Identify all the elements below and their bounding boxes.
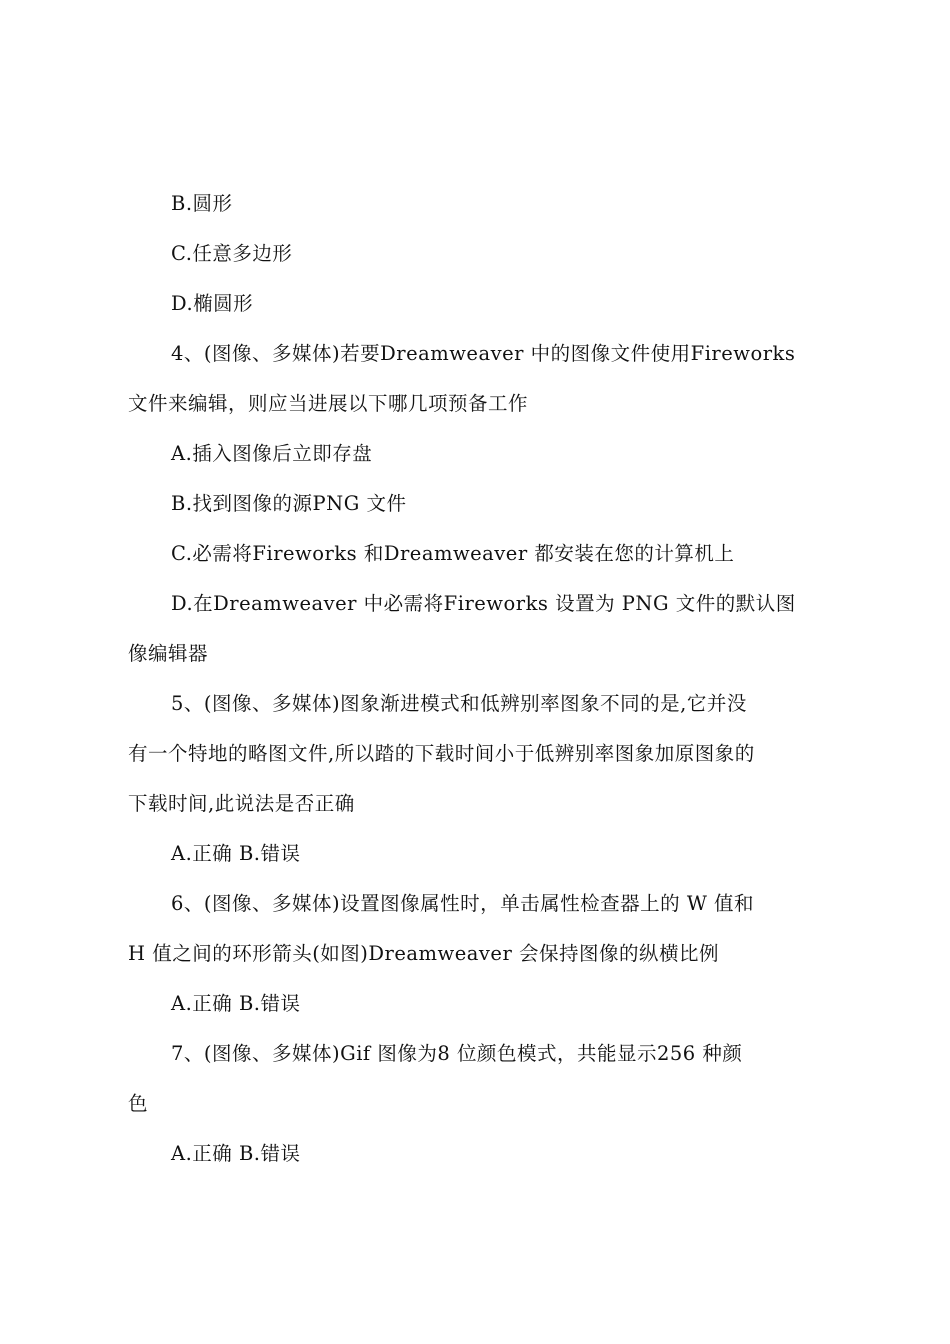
question-line: 5、(图像、多媒体)图象渐进模式和低辨别率图象不同的是,它并没: [171, 692, 747, 715]
option-line: A.正确 B.错误: [171, 992, 301, 1015]
question-line: 7、(图像、多媒体)Gif 图像为8 位颜色模式，共能显示256 种颜: [171, 1042, 743, 1065]
question-line: H 值之间的环形箭头(如图)Dreamweaver 会保持图像的纵横比例: [128, 942, 719, 965]
question-line: 文件来编辑，则应当进展以下哪几项预备工作: [128, 392, 529, 415]
document-body: [128, 179, 832, 1179]
question-line: 6、(图像、多媒体)设置图像属性时，单击属性检查器上的 W 值和: [171, 892, 755, 915]
option-line: D.在Dreamweaver 中必需将Fireworks 设置为 PNG 文件的默认图: [171, 592, 796, 615]
question-line: 4、(图像、多媒体)若要Dreamweaver 中的图像文件使用Fireworks: [171, 342, 796, 365]
question-line: 色: [128, 1092, 149, 1115]
option-line: B.找到图像的源PNG 文件: [171, 492, 407, 515]
option-line: C.必需将Fireworks 和Dreamweaver 都安装在您的计算机上: [171, 542, 735, 565]
option-line: B.圆形: [171, 192, 233, 215]
option-line: A.正确 B.错误: [171, 1142, 301, 1165]
option-line: D.椭圆形: [171, 292, 254, 315]
question-line: 有一个特地的略图文件,所以踏的下载时间小于低辨别率图象加原图象的: [128, 742, 755, 765]
option-line: A.插入图像后立即存盘: [171, 442, 373, 465]
option-line: A.正确 B.错误: [171, 842, 301, 865]
option-line: 像编辑器: [128, 642, 209, 665]
question-line: 下载时间,此说法是否正确: [128, 792, 355, 815]
option-line: C.任意多边形: [171, 242, 293, 265]
